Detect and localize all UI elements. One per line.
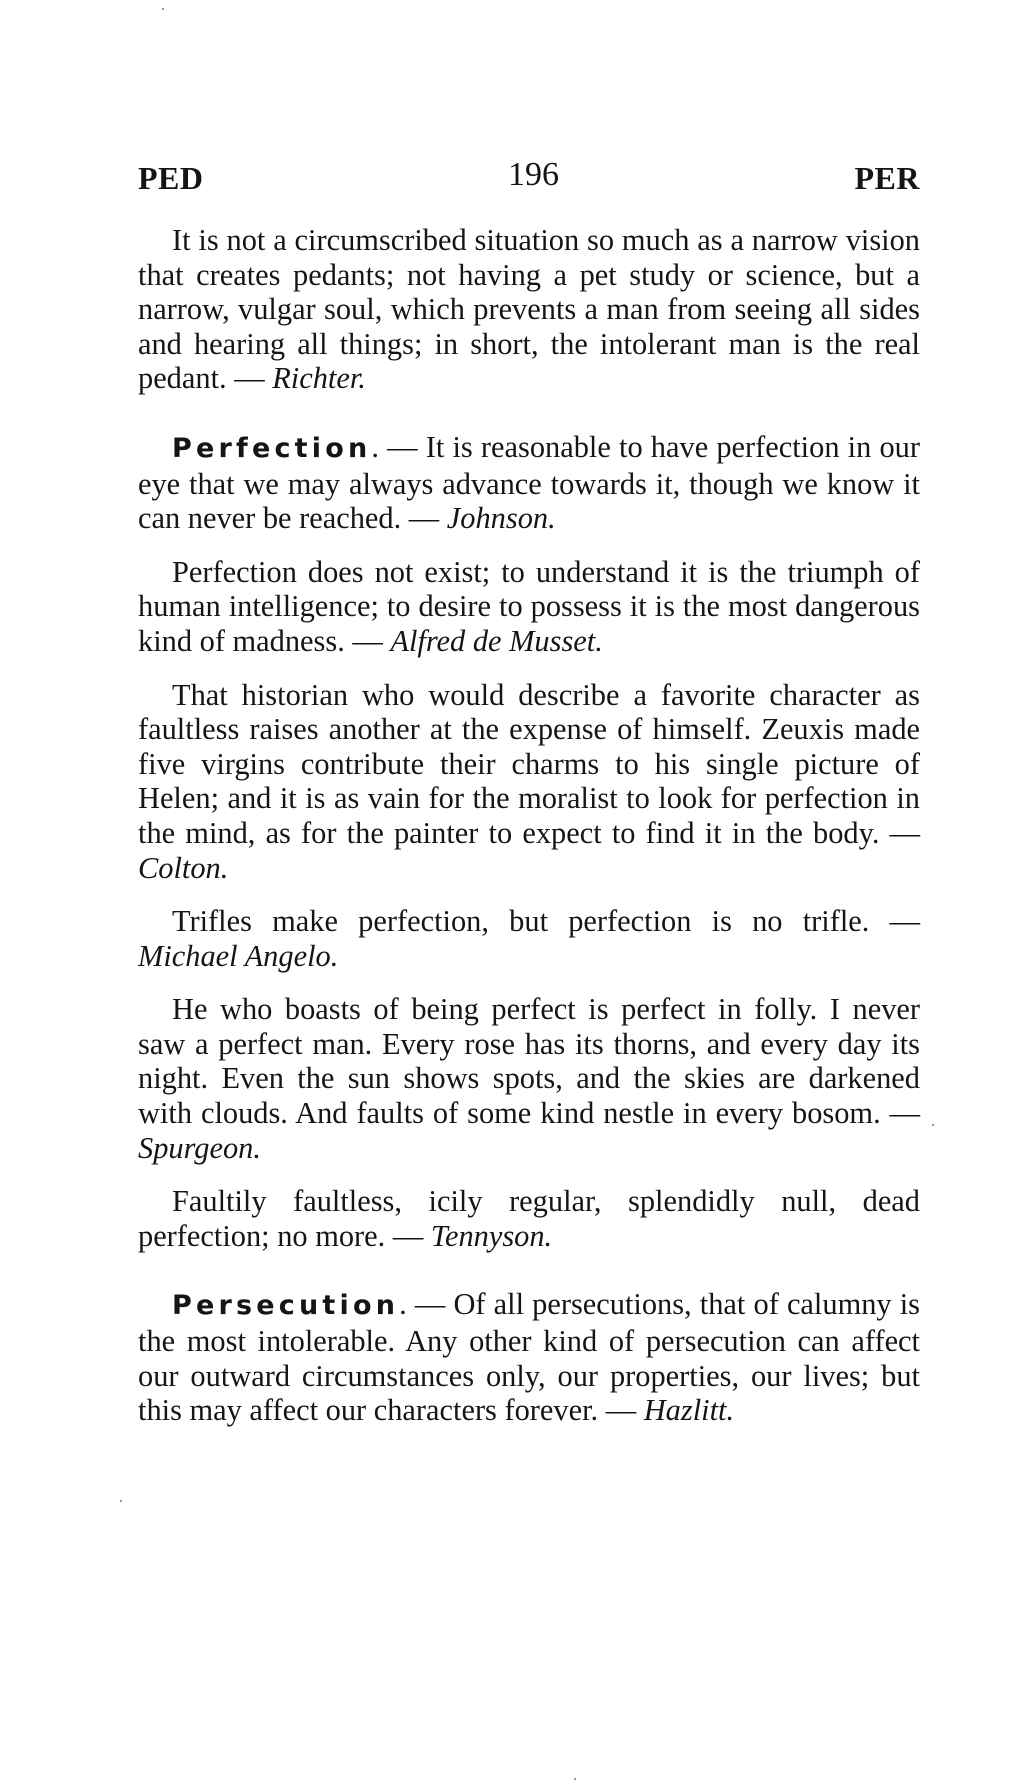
running-header	[138, 156, 920, 196]
paper-speck	[574, 1778, 576, 1780]
quote-text: Perfection does not exist; to understand it is the triumph of human intelligence; to desire to possess it is the most dangerous kind of madness. —	[138, 554, 920, 658]
quote-paragraph	[138, 904, 920, 973]
quote-paragraph	[138, 555, 920, 659]
quote-paragraph	[138, 430, 920, 536]
quote-author: Johnson.	[446, 501, 556, 536]
paper-speck	[162, 8, 164, 10]
paper-speck	[120, 1500, 122, 1502]
quote-author: Hazlitt.	[643, 1393, 735, 1428]
quote-author: Tennyson.	[430, 1218, 553, 1253]
quote-text: That historian who would describe a favorite character as faultless raises another at the expense of himself. Zeuxis made five virgins contribute their charms to his single picture of Helen; and it is as vain for the moralist to look for perfection in the mind, as for the painter to expect to find it in the body. —	[138, 677, 920, 850]
topic-separator: . —	[399, 1287, 454, 1322]
quote-text: He who boasts of being perfect is perfect in folly. I never saw a perfect man. Every rose has its thorns, and every day its night. Even the sun shows spots, and the skies are darkened with clouds. And faults of some kind nestle in every bosom. —	[138, 992, 920, 1131]
quote-paragraph	[138, 223, 920, 396]
quote-author: Richter.	[272, 361, 366, 396]
header-left-guideword: PED	[138, 160, 204, 196]
quote-author: Michael Angelo.	[138, 938, 339, 973]
quote-text: Of all persecutions, that of calumny is the most intolerable. Any other kind of persecution can affect our outward circumstances only, our properties, our lives; but this may affect our characters forever. —	[138, 1287, 920, 1428]
quote-text: It is not a circumscribed situation so much as a narrow vision that creates pedants; not having a pet study or science, but a narrow, vulgar soul, which prevents a man from seeing all sides and hearing all things; in short, the intolerant man is the real pedant. —	[138, 223, 920, 396]
topic-heading: Persecution	[172, 1290, 400, 1322]
paper-speck	[932, 1124, 934, 1126]
quote-author: Alfred de Musset.	[390, 623, 603, 658]
quote-paragraph	[138, 678, 920, 886]
quote-paragraph	[138, 992, 920, 1165]
quote-author: Colton.	[138, 850, 229, 885]
quote-paragraph	[138, 1287, 920, 1427]
topic-heading: Perfection	[172, 432, 372, 464]
quote-text: It is reasonable to have perfection in our eye that we may always advance towards it, though we know it can never be reached. —	[138, 429, 920, 536]
quote-author: Spurgeon.	[138, 1130, 261, 1165]
quote-paragraph	[138, 1184, 920, 1253]
topic-separator: . —	[371, 429, 426, 464]
page-body	[138, 223, 920, 1428]
page-number: 196	[508, 156, 559, 193]
quote-text: Trifles make perfection, but perfection is no trifle. —	[172, 904, 920, 939]
quote-text: Faultily faultless, icily regular, splendidly null, dead perfection; no more. —	[138, 1184, 920, 1253]
header-right-guideword: PER	[854, 160, 920, 196]
